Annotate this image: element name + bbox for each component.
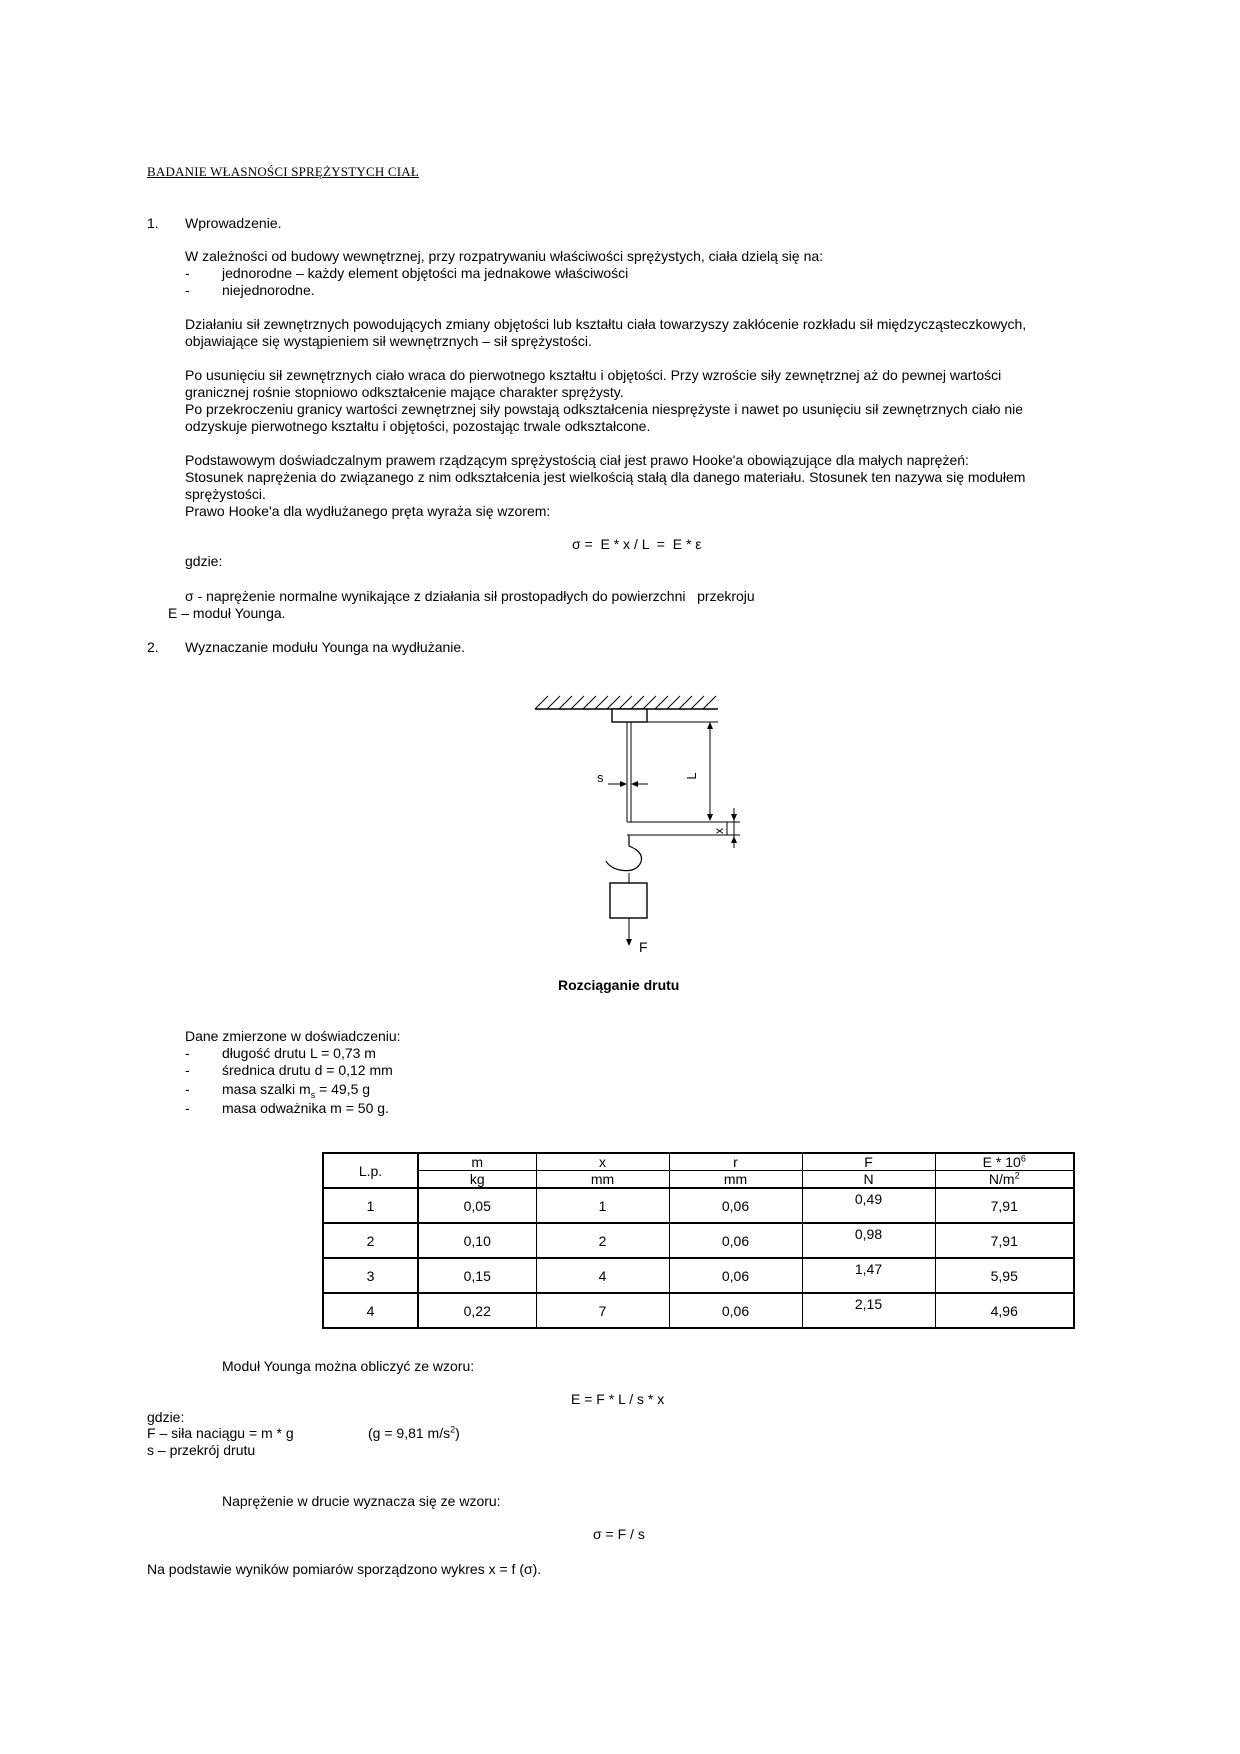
f-definition: F – siła naciągu = m * g [147,1425,294,1441]
bullet-marker: - [185,1081,190,1097]
hook [606,835,642,871]
cell-lp: 3 [323,1258,418,1293]
bullet-marker: - [185,1100,190,1116]
definition-e: E – moduł Younga. [168,605,286,621]
cell-lp: 1 [323,1188,418,1223]
cell-r: 0,06 [669,1293,802,1328]
cell-m: 0,05 [418,1188,536,1223]
diagram-caption: Rozciąganie drutu [558,977,680,993]
g-definition: (g = 9,81 $m/s^2$) [368,1424,460,1441]
ceiling-hatching [535,696,716,709]
paragraph-line: sprężystości. [185,486,266,502]
paragraph-line: objawiające się wystąpieniem sił wewnętrznych – sił sprężystości. [185,333,592,349]
header-m: m [418,1153,536,1171]
cell-x: 2 [536,1223,669,1258]
header-lp: L.p. [323,1153,418,1188]
measured-item: średnica drutu d = 0,12 mm [222,1062,393,1078]
unit-e: $N/m^2$ [935,1171,1074,1189]
cell-x: 1 [536,1188,669,1223]
table-row [323,1223,1074,1258]
cell-lp: 4 [323,1293,418,1328]
section-2-heading: Wyznaczanie modułu Younga na wydłużanie. [185,639,466,655]
bullet-marker: - [185,1045,190,1061]
page-title: BADANIE WŁASNOŚCI SPRĘŻYSTYCH CIAŁ [147,164,419,179]
young-intro: Moduł Younga można obliczyć ze wzoru: [222,1358,475,1374]
wire-stretching-diagram [520,680,760,970]
header-f: F [802,1153,935,1171]
measured-heading: Dane zmierzone w doświadczeniu: [185,1028,401,1044]
bullet-item: jednorodne – każdy element objętości ma jednakowe właściwości [222,265,629,281]
cell-x: 4 [536,1258,669,1293]
bullet-marker: - [185,1062,190,1078]
paragraph-line: Działaniu sił zewnętrznych powodujących zmiany objętości lub kształtu ciała towarzyszy zakłócenie rozkładu sił międzycząsteczkowych, [185,316,1027,332]
cell-f: 2,15 [802,1293,935,1328]
paragraph-line: Podstawowym doświadczalnym prawem rządzącym sprężystością ciał jest prawo Hooke'a obowiązujące dla małych naprężeń: [185,452,969,468]
unit-f: N [802,1171,935,1189]
unit-m: kg [418,1171,536,1189]
stress-formula: σ = F / s [593,1526,645,1542]
results-table [322,1152,1075,1329]
section-1-number: 1. [147,215,159,231]
young-formula: E = F * L / s * x [571,1391,665,1407]
arrow-left-icon [631,781,638,787]
bullet-marker: - [185,265,190,281]
unit-r: mm [669,1171,802,1189]
arrow-up-icon [707,722,713,729]
cell-m: 0,22 [418,1293,536,1328]
measured-item: masa szalki $m_s = 49,5$ g [222,1081,371,1100]
arrow-down-icon [731,814,737,821]
definition-sigma: σ - naprężenie normalne wynikające z działania sił prostopadłych do powierzchni przekroju [185,588,755,604]
paragraph-line: Stosunek naprężenia do związanego z nim odkształcenia jest wielkością stałą dla danego materiału. Stosunek ten nazywa się modułem [185,469,1026,485]
cell-m: 0,15 [418,1258,536,1293]
arrow-down-icon [707,814,713,821]
table-row [323,1188,1074,1223]
label-s: s [597,770,604,785]
cell-e: 7,91 [935,1223,1074,1258]
label-x: x [712,828,726,834]
gdzie-label: gdzie: [147,1409,185,1425]
wire-clamp [612,709,647,722]
cell-x: 7 [536,1293,669,1328]
hooke-formula: σ = E * x / L = E * ε [572,536,702,552]
arrow-up-icon [731,836,737,843]
header-x: x [536,1153,669,1171]
cell-e: 5,95 [935,1258,1074,1293]
weight-block [610,883,647,918]
table-row [323,1293,1074,1328]
final-sentence: Na podstawie wyników pomiarów sporządzono wykres x = f (σ). [147,1561,542,1577]
cell-r: 0,06 [669,1258,802,1293]
section-1-heading: Wprowadzenie. [185,215,282,231]
measured-item: masa odważnika m = 50 g. [222,1100,389,1116]
cell-m: 0,10 [418,1223,536,1258]
paragraph-line: Prawo Hooke'a dla wydłużanego pręta wyraża się wzorem: [185,503,551,519]
bullet-marker: - [185,282,190,298]
cell-f: 0,98 [802,1223,935,1258]
paragraph-line: odzyskuje pierwotnego kształtu i objętości, pozostając trwale odkształcone. [185,418,651,434]
cell-e: 7,91 [935,1188,1074,1223]
cell-f: 0,49 [802,1188,935,1223]
paragraph-line: granicznej rośnie stopniowo odkształcenie mające charakter sprężysty. [185,384,624,400]
paragraph-line: Po przekroczeniu granicy wartości zewnętrznej siły powstają odkształcenia niesprężyste i nawet po usunięciu sił zewnętrznych ciało nie [185,401,1024,417]
cell-lp: 2 [323,1223,418,1258]
arrow-down-icon [626,939,632,946]
header-e: E * $10^6$ [935,1153,1074,1171]
paragraph-line: Po usunięciu sił zewnętrznych ciało wraca do pierwotnego kształtu i objętości. Przy wzroście siły zewnętrznej aż do pewnej wartości [185,367,1002,383]
section-2-number: 2. [147,639,159,655]
cell-r: 0,06 [669,1223,802,1258]
cell-f: 1,47 [802,1258,935,1293]
bullet-item: niejednorodne. [222,282,315,298]
measured-item: długość drutu L = 0,73 m [222,1045,376,1061]
s-definition: s – przekrój drutu [147,1442,256,1458]
arrow-right-icon [620,781,627,787]
header-r: r [669,1153,802,1171]
unit-x: mm [536,1171,669,1189]
table-row [323,1258,1074,1293]
stress-intro: Naprężenie w drucie wyznacza się ze wzoru: [222,1493,501,1509]
cell-e: 4,96 [935,1293,1074,1328]
gdzie-label: gdzie: [185,553,223,569]
intro-text: W zależności od budowy wewnętrznej, przy rozpatrywaniu właściwości sprężystych, ciała dzielą się na: [185,248,824,264]
label-F: F [639,939,648,955]
label-L: L [684,772,699,780]
cell-r: 0,06 [669,1188,802,1223]
